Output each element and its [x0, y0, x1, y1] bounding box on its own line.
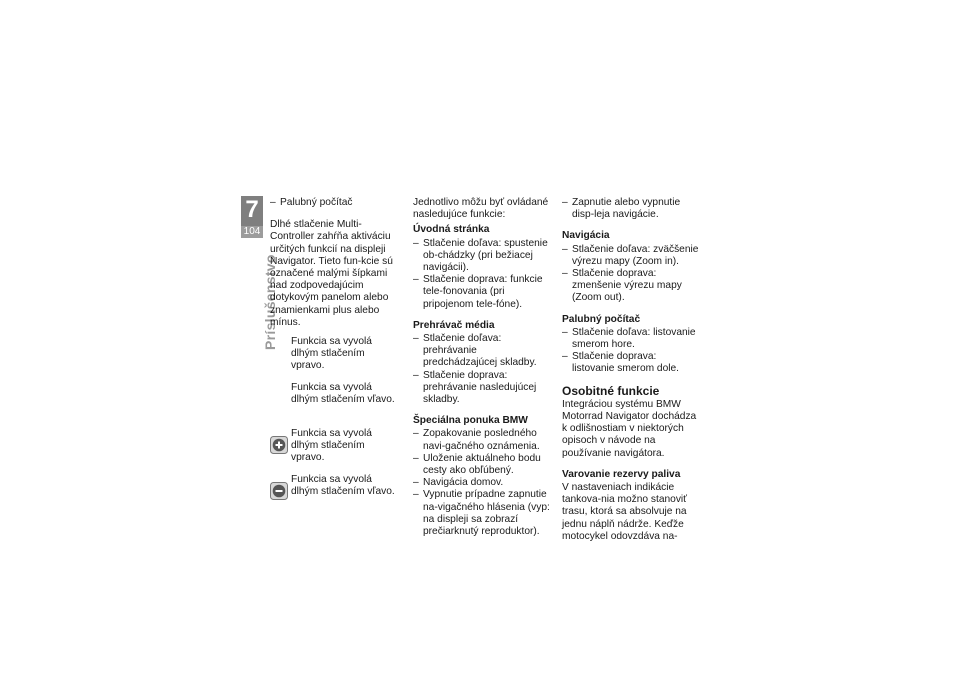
function-row: Funkcia sa vyvolá dlhým stlačením vpravo.	[270, 428, 395, 460]
list-item: – Stlačenie doprava: listovanie smerom dole.	[562, 351, 680, 375]
list-item: – Navigácia domov.	[413, 477, 504, 489]
column-2	[413, 197, 550, 538]
page-number: 104	[241, 226, 263, 238]
list-item: – Stlačenie doľava: prehrávanie predchádzajúcej skladby.	[413, 333, 537, 369]
paragraph: Dlhé stlačenie Multi-Controller zahŕňa aktiváciu určitých funkcií na displeji Navigator. Tieto fun-kcie sú označené malými šípkami nad zodpovedajúcim dotykovým panelom alebo znamienkami plus alebo mínus.	[270, 219, 393, 328]
chapter-number: 7	[245, 196, 259, 223]
minus-icon	[270, 482, 288, 500]
column-1	[270, 197, 395, 506]
list-item: – Stlačenie doprava: prehrávanie nasledujúcej skladby.	[413, 369, 537, 406]
section-heading: Navigácia	[562, 230, 610, 242]
list-item: – Stlačenie doľava: listovanie smerom hore.	[562, 326, 696, 351]
section-heading: Palubný počítač	[562, 313, 641, 325]
list-item: – Palubný počítač	[270, 197, 353, 208]
section-heading: Varovanie rezervy paliva	[562, 468, 681, 480]
plus-icon	[270, 436, 288, 454]
list-item: – Uloženie aktuálneho bodu cesty ako obľúbený.	[413, 452, 541, 477]
list-item: – Stlačenie doľava: spustenie ob-chádzky (pri bežiacej navigácii).	[413, 237, 548, 274]
list-item: – Stlačenie doprava: zmenšenie výrezu mapy (Zoom out).	[562, 268, 682, 304]
list-item: – Vypnutie prípadne zapnutie na-vigačného hlásenia (vyp: na displeji sa zobrazí prečiarknutý reproduktor).	[413, 489, 550, 538]
list-item: – Stlačenie doľava: zväčšenie výrezu mapy (Zoom in).	[562, 243, 699, 267]
paragraph: V nastaveniach indikácie tankova-nia možno stanoviť trasu, ktorá sa absolvuje na jednu náplň nádrže. Keďže motocykel odovzdáva na-	[562, 482, 688, 542]
section-heading: Špeciálna ponuka BMW	[413, 415, 528, 427]
section-heading: Prehrávač média	[413, 319, 495, 331]
function-row: Funkcia sa vyvolá dlhým stlačením vľavo.	[270, 474, 395, 506]
intro-text: Jednotlivo môžu byť ovládané nasledujúce funkcie:	[413, 197, 549, 221]
list-item: – Zopakovanie posledného navi-gačného oznámenia.	[413, 428, 540, 452]
section-heading: Úvodná stránka	[413, 224, 490, 236]
function-row: Funkcia sa vyvolá dlhým stlačením vľavo.	[291, 382, 395, 406]
list-item: – Zapnutie alebo vypnutie disp-leja navigácie.	[562, 197, 681, 221]
paragraph: Integráciou systému BMW Motorrad Navigator dochádza k odlišnostiam v niektorých opisoch v návode na používanie navigátora.	[562, 398, 697, 459]
list-item: – Stlačenie doprava: funkcie tele-fonovania (pri pripojenom tele-fóne).	[413, 274, 543, 310]
section-title: Osobitné funkcie	[562, 383, 660, 398]
column-3	[562, 197, 700, 543]
chapter-title: Príslušenstvo	[262, 254, 278, 350]
function-row: Funkcia sa vyvolá dlhým stlačením vpravo.	[291, 336, 372, 372]
